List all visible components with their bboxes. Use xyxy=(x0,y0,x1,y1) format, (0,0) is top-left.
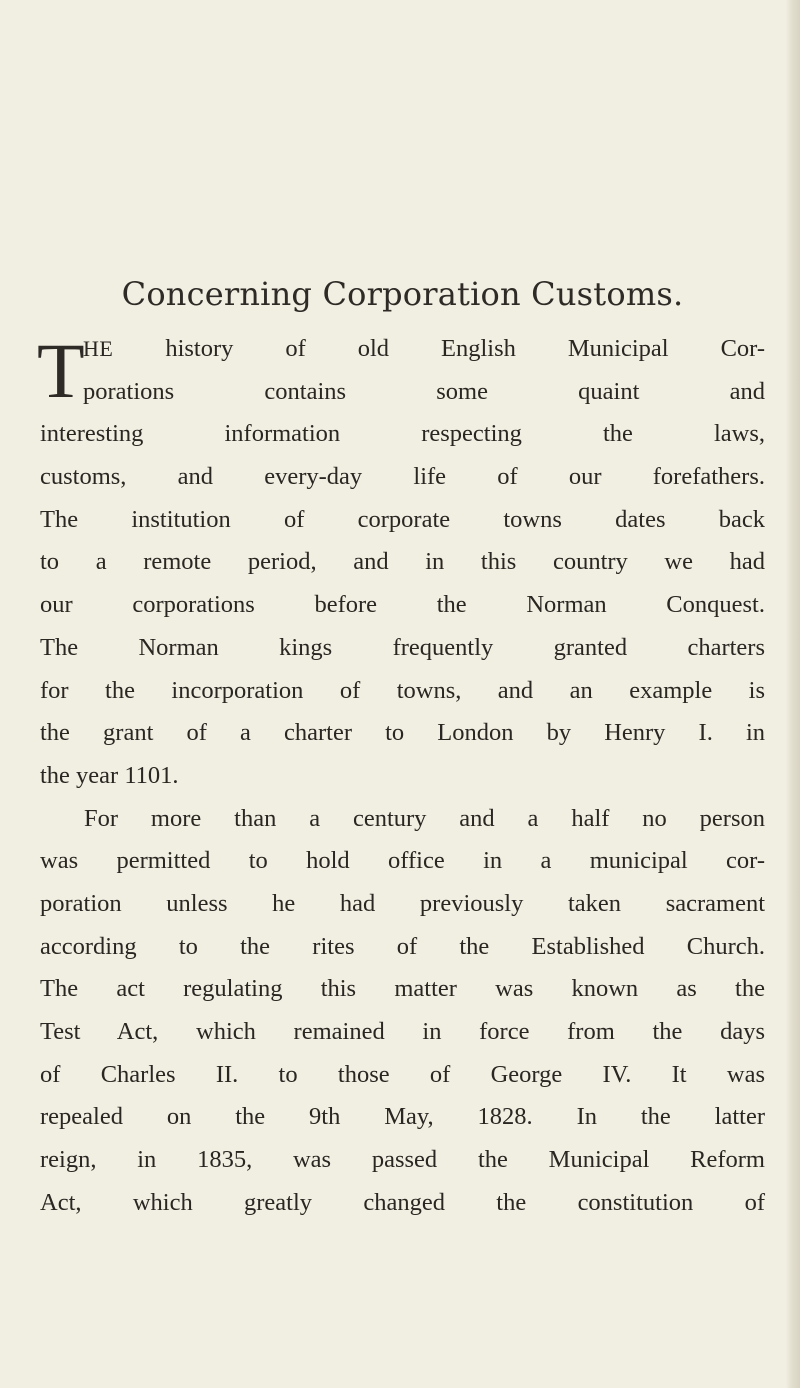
text-line: our corporations before the Norman Conquest. xyxy=(40,591,765,619)
text-line: repealed on the 9th May, 1828. In the latter xyxy=(40,1103,765,1131)
text-line: to a remote period, and in this country we had xyxy=(40,548,765,576)
text-line: Act, which greatly changed the constitution of xyxy=(40,1188,765,1216)
text-line: The act regulating this matter was known as the xyxy=(40,975,765,1003)
text-line: customs, and every-day life of our forefathers. xyxy=(40,463,765,491)
drop-cap: T xyxy=(37,327,85,414)
text-line: was permitted to hold office in a municipal cor- xyxy=(40,847,765,875)
text-line: interesting information respecting the laws, xyxy=(40,420,765,448)
book-page xyxy=(37,0,765,1388)
text-line: the grant of a charter to London by Henry I. in xyxy=(40,719,765,747)
text-line: the year 1101. xyxy=(40,761,179,789)
text-line: poration unless he had previously taken sacrament xyxy=(40,889,765,917)
text-line: porations contains some quaint and xyxy=(83,377,765,405)
chapter-heading: Concerning Corporation Customs. xyxy=(121,275,684,313)
page-edge-shadow xyxy=(786,0,800,1388)
text-line: according to the rites of the Established Church. xyxy=(40,932,765,960)
first-word-rest: HE xyxy=(83,336,114,361)
text-line: Test Act, which remained in force from the days xyxy=(40,1018,765,1045)
text-line: The institution of corporate towns dates back xyxy=(40,505,765,533)
text-line: For more than a century and a half no person xyxy=(84,804,765,832)
text-line: The Norman kings frequently granted charters xyxy=(40,633,765,661)
body-text xyxy=(37,327,765,1224)
text-line: of Charles II. to those of George IV. It was xyxy=(40,1060,765,1088)
text-line-1 xyxy=(40,328,765,371)
text-line: reign, in 1835, was passed the Municipal Reform xyxy=(40,1146,765,1174)
text-line: for the incorporation of towns, and an example is xyxy=(40,676,765,704)
first-line-remainder: history of old English Municipal Cor- xyxy=(113,335,765,362)
